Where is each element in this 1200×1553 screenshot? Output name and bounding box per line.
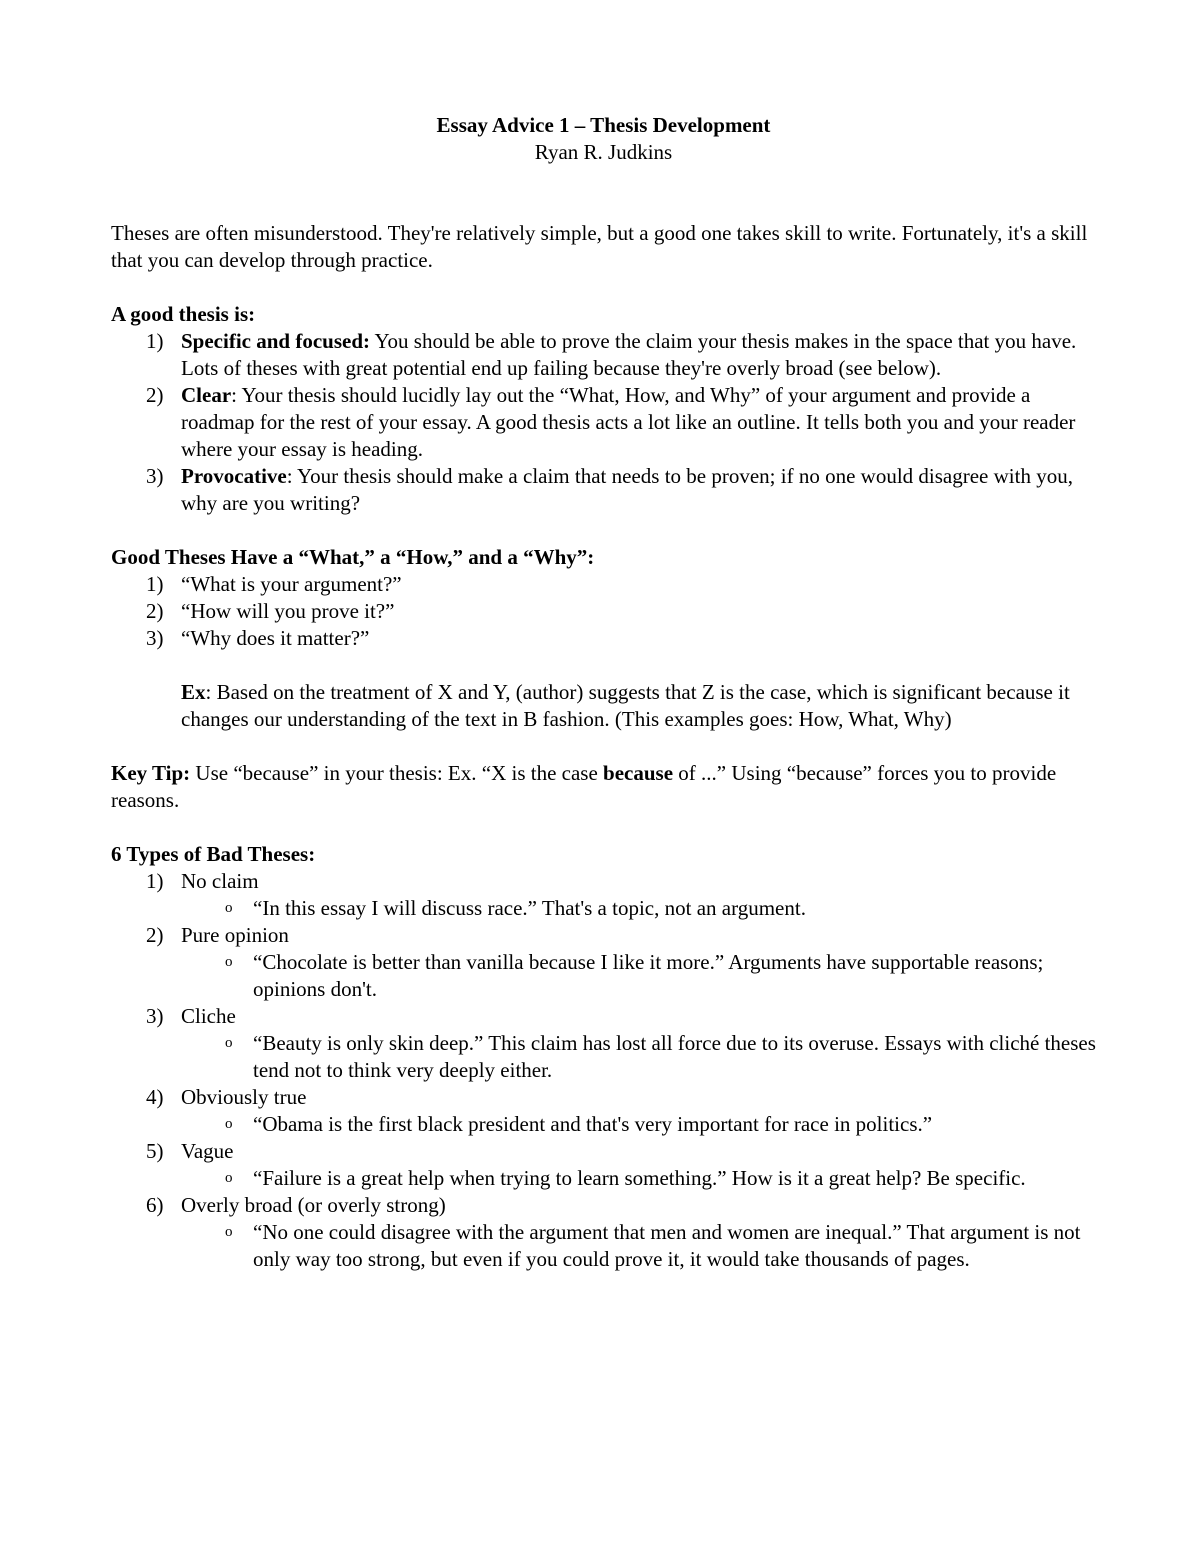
sub-list-item: [181, 1165, 1096, 1192]
list-number: 2): [146, 599, 164, 623]
what-how-why-heading: Good Theses Have a “What,” a “How,” and a “Why”:: [111, 545, 595, 569]
bad-theses-list: [111, 868, 1096, 1273]
list-number: 2): [146, 923, 164, 947]
list-item: [111, 922, 1096, 1003]
list-number: 1): [146, 329, 164, 353]
list-number: 1): [146, 572, 164, 596]
item-text: “Why does it matter?”: [181, 626, 370, 650]
document-author: Ryan R. Judkins: [534, 140, 673, 164]
list-item: [111, 463, 1096, 517]
list-number: 3): [146, 626, 164, 650]
list-item: [111, 868, 1096, 922]
sub-list: [181, 895, 1096, 922]
item-label: No claim: [181, 869, 259, 893]
list-number: 4): [146, 1085, 164, 1109]
key-tip-bold-word: because: [603, 761, 674, 785]
bad-theses-heading: 6 Types of Bad Theses:: [111, 842, 316, 866]
list-item: [111, 571, 1096, 598]
list-number: 2): [146, 383, 164, 407]
document-body: [111, 112, 1096, 1273]
list-item: [111, 382, 1096, 463]
item-detail: “Chocolate is better than vanilla because I like it more.” Arguments have supportable reasons; opinions don't.: [253, 950, 1044, 1001]
list-item: [111, 1138, 1096, 1192]
item-label: Vague: [181, 1139, 234, 1163]
sub-list-item: [181, 1219, 1096, 1273]
list-item: [111, 598, 1096, 625]
item-label: Obviously true: [181, 1085, 307, 1109]
list-item: [111, 1003, 1096, 1084]
sub-list: [181, 1165, 1096, 1192]
what-how-why-list: [111, 571, 1096, 652]
good-thesis-heading: A good thesis is:: [111, 302, 256, 326]
item-detail: “Beauty is only skin deep.” This claim has lost all force due to its overuse. Essays with cliché theses tend not to think very deeply either.: [253, 1031, 1096, 1082]
thesis-example: [111, 679, 1096, 733]
sub-list: [181, 949, 1096, 1003]
example-label: Ex: [181, 680, 206, 704]
item-label: Cliche: [181, 1004, 236, 1028]
sub-list: [181, 1111, 1096, 1138]
key-tip-text: Use “because” in your thesis: Ex. “X is the case: [190, 761, 604, 785]
item-detail: “Failure is a great help when trying to learn something.” How is it a great help? Be specific.: [253, 1166, 1026, 1190]
list-number: 6): [146, 1193, 164, 1217]
list-number: 5): [146, 1139, 164, 1163]
list-item: [111, 328, 1096, 382]
circle-bullet-icon: o: [225, 1170, 233, 1186]
intro-paragraph: Theses are often misunderstood. They're relatively simple, but a good one takes skill to write. Fortunately, it's a skill that you can develop through practice.: [111, 221, 1088, 272]
sub-list-item: [181, 1030, 1096, 1084]
sub-list: [181, 1030, 1096, 1084]
sub-list-item: [181, 949, 1096, 1003]
item-text: : Your thesis should make a claim that needs to be proven; if no one would disagree with you, why are you writing?: [181, 464, 1073, 515]
example-text: : Based on the treatment of X and Y, (author) suggests that Z is the case, which is significant because it changes our understanding of the text in B fashion. (This examples goes: How, What, Why): [181, 680, 1070, 731]
item-detail: “In this essay I will discuss race.” That's a topic, not an argument.: [253, 896, 806, 920]
circle-bullet-icon: o: [225, 1035, 233, 1051]
item-text: “What is your argument?”: [181, 572, 402, 596]
document-title: Essay Advice 1 – Thesis Development: [436, 113, 771, 137]
good-thesis-list: [111, 328, 1096, 517]
item-label: Pure opinion: [181, 923, 289, 947]
key-tip-text: of ...” Using “because” forces you to provide reasons.: [111, 761, 1057, 812]
list-item: [111, 1084, 1096, 1138]
item-text: You should be able to prove the claim your thesis makes in the space that you have. Lots of theses with great potential end up failing because they're overly broad (see below).: [181, 329, 1077, 380]
sub-list-item: [181, 1111, 1096, 1138]
sub-list-item: [181, 895, 1096, 922]
key-tip-label: Key Tip:: [111, 761, 191, 785]
item-label: Specific and focused:: [181, 329, 370, 353]
item-label: Provocative: [181, 464, 287, 488]
list-number: 3): [146, 464, 164, 488]
circle-bullet-icon: o: [225, 954, 233, 970]
list-number: 1): [146, 869, 164, 893]
item-text: “How will you prove it?”: [181, 599, 395, 623]
item-label: Clear: [181, 383, 232, 407]
item-text: : Your thesis should lucidly lay out the “What, How, and Why” of your argument and provide a roadmap for the rest of your essay. A good thesis acts a lot like an outline. It tells both you and your reader where your essay is heading.: [181, 383, 1076, 461]
circle-bullet-icon: o: [225, 1224, 233, 1240]
list-item: [111, 1192, 1096, 1273]
item-detail: “No one could disagree with the argument that men and women are inequal.” That argument is not only way too strong, but even if you could prove it, it would take thousands of pages.: [253, 1220, 1081, 1271]
item-label: Overly broad (or overly strong): [181, 1193, 446, 1217]
key-tip-paragraph: [111, 760, 1096, 814]
list-item: [111, 625, 1096, 652]
list-number: 3): [146, 1004, 164, 1028]
spacer: [111, 652, 1096, 679]
item-detail: “Obama is the first black president and that's very important for race in politics.”: [253, 1112, 933, 1136]
sub-list: [181, 1219, 1096, 1273]
circle-bullet-icon: o: [225, 1116, 233, 1132]
circle-bullet-icon: o: [225, 900, 233, 916]
